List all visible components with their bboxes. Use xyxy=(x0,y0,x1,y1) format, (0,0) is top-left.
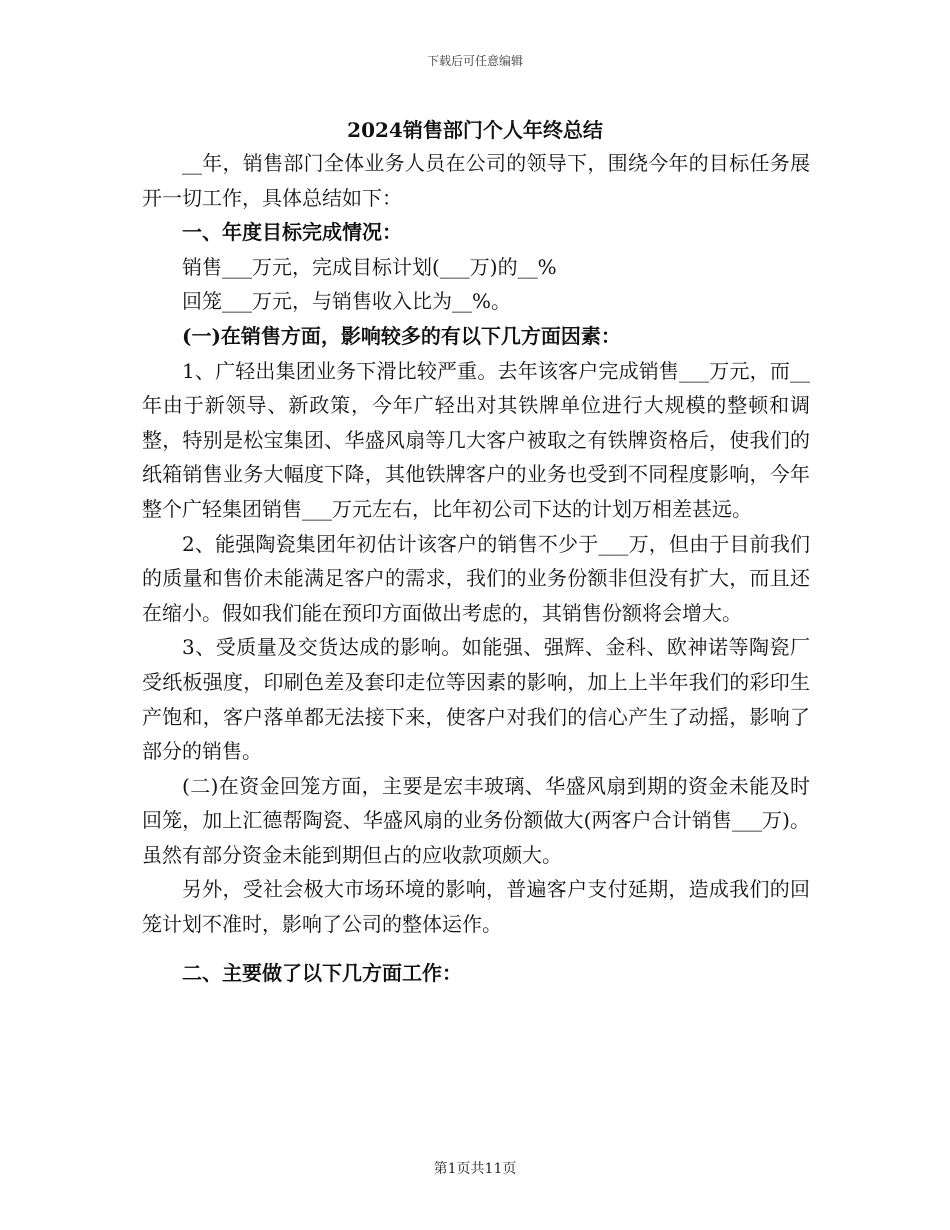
section-heading-1: 一、年度目标完成情况： xyxy=(182,220,402,245)
intro-paragraph: __年，销售部门全体业务人员在公司的领导下，围绕今年的目标任务展开一切工作，具体总结如下： xyxy=(142,151,810,210)
collection-paragraph: (二)在资金回笼方面，主要是宏丰玻璃、华盛风扇到期的资金未能及时回笼，加上汇德帮陶瓷、华盛风扇的业务份额做大(两客户合计销售___万)。虽然有部分资金未能到期但占的应收款项颇大。 xyxy=(142,773,810,867)
page-number: 第1页共11页 xyxy=(433,1161,517,1177)
factor-paragraph-3: 3、受质量及交货达成的影响。如能强、强辉、金科、欧神诺等陶瓷厂受纸板强度，印刷色差及套印走位等因素的影响，加上上半年我们的彩印生产饱和，客户落单都无法接下来，使客户对我们的信心产生了动摇，影响了部分的销售。 xyxy=(142,635,810,764)
factor-paragraph-2: 2、能强陶瓷集团年初估计该客户的销售不少于___万，但由于目前我们的质量和售价未能满足客户的需求，我们的业务份额非但没有扩大，而且还在缩小。假如我们能在预印方面做出考虑的，其销售份额将会增大。 xyxy=(142,531,810,625)
header-note: 下载后可任意编辑 xyxy=(426,54,523,68)
collection-line: 回笼___万元，与销售收入比为__%。 xyxy=(182,289,512,314)
section-heading-2: 二、主要做了以下几方面工作： xyxy=(182,960,462,985)
document-body xyxy=(142,146,810,990)
market-paragraph: 另外，受社会极大市场环境的影响，普遍客户支付延期，造成我们的回笼计划不准时，影响了公司的整体运作。 xyxy=(142,877,810,937)
subsection-heading-sales: (一)在销售方面，影响较多的有以下几方面因素： xyxy=(182,323,621,348)
factor-paragraph-1: 1、广轻出集团业务下滑比较严重。去年该客户完成销售___万元，而__年由于新领导、新政策，今年广轻出对其铁牌单位进行大规模的整顿和调整，特别是松宝集团、华盛风扇等几大客户被取之有铁牌资格后，使我们的纸箱销售业务大幅度下降，其他铁牌客户的业务也受到不同程度影响，今年整个广轻集团销售___万元左右，比年初公司下达的计划万相差甚远。 xyxy=(142,358,810,521)
document-title: 2024销售部门个人年终总结 xyxy=(347,118,603,142)
sales-line: 销售___万元，完成目标计划(___万)的__% xyxy=(182,254,557,279)
